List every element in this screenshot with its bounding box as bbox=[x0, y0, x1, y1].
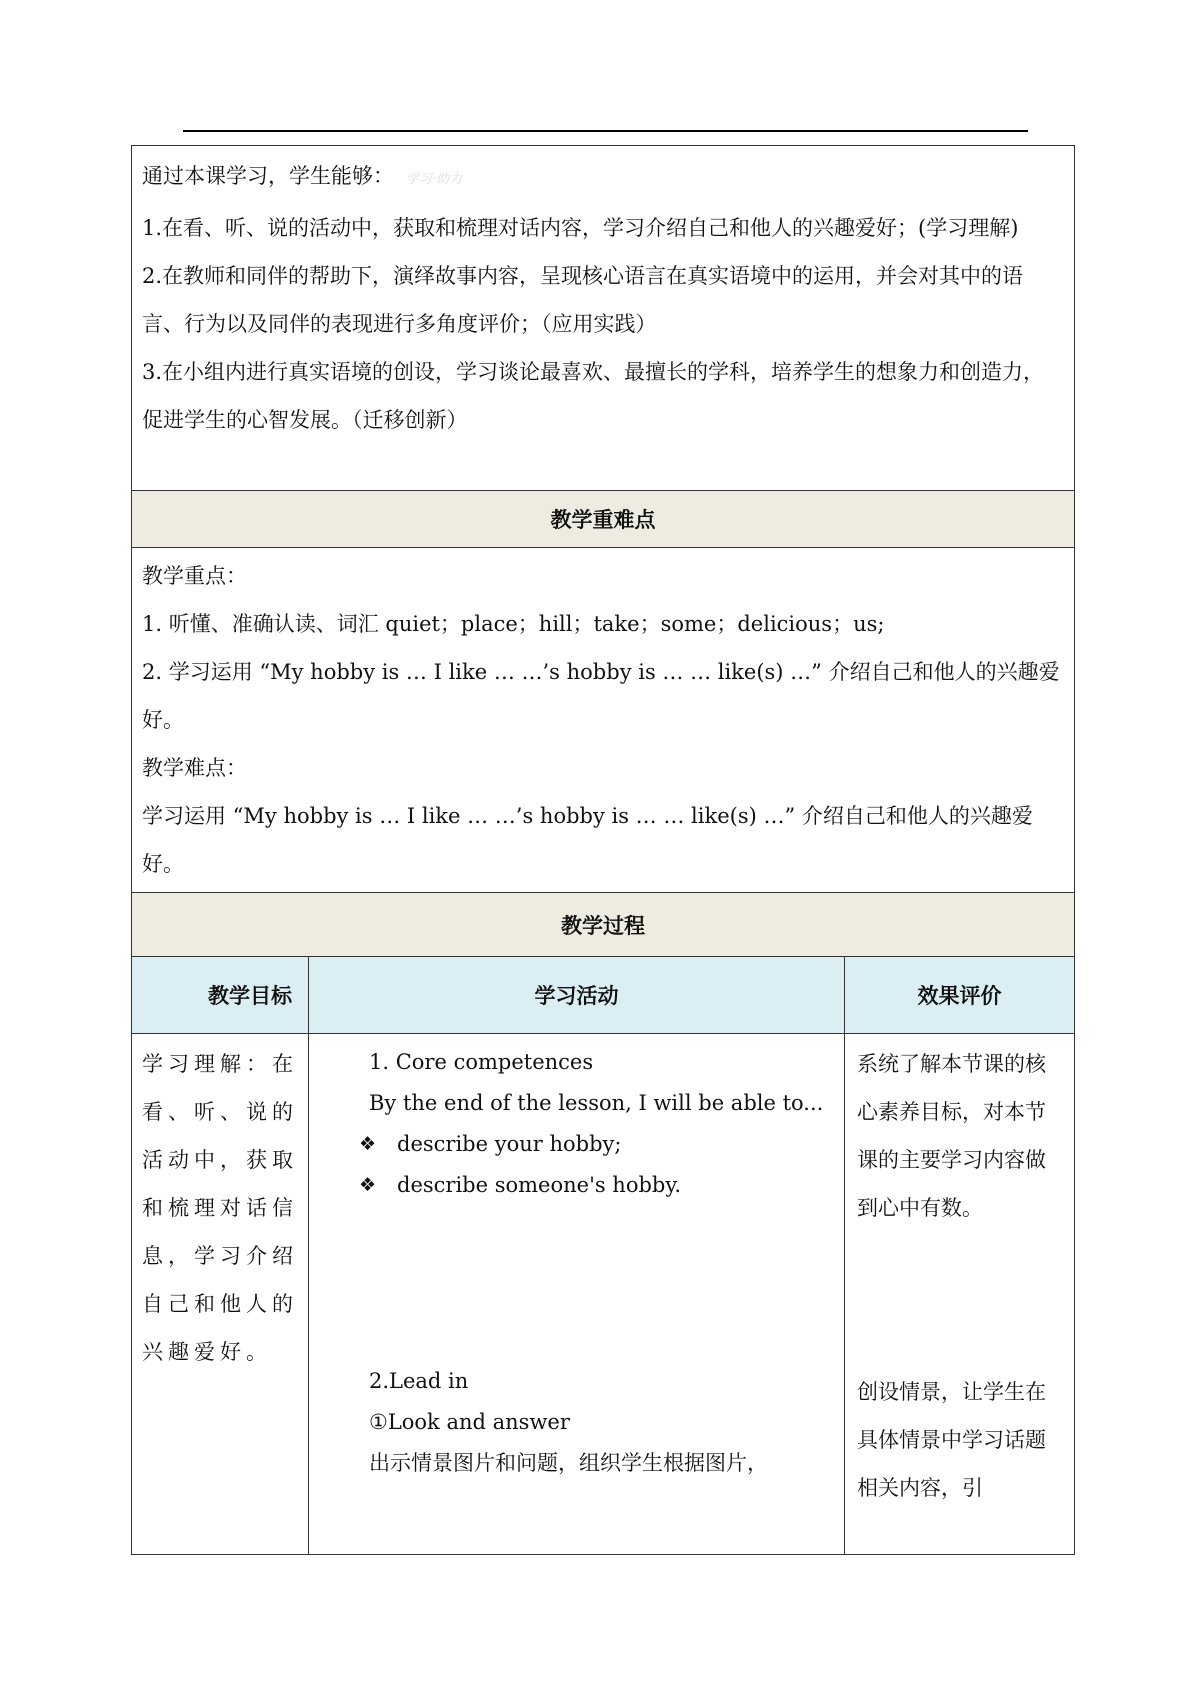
key-item-2: 2. 学习运用 “My hobby is … I like … …’s hobby is … … like(s) …” 介绍自己和他人的兴趣爱好。 bbox=[142, 660, 1060, 732]
objective-item-1: 1.在看、听、说的活动中，获取和梳理对话内容，学习介绍自己和他人的兴趣爱好；(学习理解) bbox=[142, 216, 1019, 240]
difficult-label: 教学难点： bbox=[142, 756, 247, 780]
goal-cell bbox=[132, 1034, 309, 1555]
section2-desc: 出示情景图片和问题，组织学生根据图片， bbox=[369, 1451, 768, 1475]
bullet-text: describe your hobby; bbox=[397, 1132, 622, 1156]
bullet-text: describe someone's hobby. bbox=[397, 1173, 682, 1197]
evaluation-cell bbox=[845, 1034, 1075, 1555]
objective-item-3: 3.在小组内进行真实语境的创设，学习谈论最喜欢、最擅长的学科，培养学生的想象力和创造力，促进学生的心智发展。（迁移创新） bbox=[142, 360, 1045, 432]
difficult-item-1: 学习运用 “My hobby is … I like … …’s hobby is … … like(s) …” 介绍自己和他人的兴趣爱好。 bbox=[142, 804, 1033, 876]
section1-title: 1. Core competences bbox=[369, 1050, 594, 1074]
diamond-bullet-icon: ❖ bbox=[359, 1174, 377, 1196]
process-heading: 教学过程 bbox=[132, 893, 1075, 957]
column-header-goal: 教学目标 bbox=[132, 957, 309, 1034]
section2-sub: ①Look and answer bbox=[369, 1410, 570, 1434]
bullet-item bbox=[359, 1124, 834, 1165]
bullet-item bbox=[359, 1165, 834, 1206]
section2-title: 2.Lead in bbox=[369, 1369, 469, 1393]
section1-intro: By the end of the lesson, I will be able to... bbox=[369, 1091, 824, 1115]
column-header-evaluation: 效果评价 bbox=[845, 957, 1075, 1034]
evaluation-item-2: 创设情景，让学生在具体情景中学习话题相关内容，引 bbox=[857, 1380, 1046, 1500]
lesson-plan-table bbox=[131, 145, 1075, 1555]
goal-text: 学习理解：在看、听、说的活动中，获取和梳理对话信息，学习介绍自己和他人的兴趣爱好。 bbox=[142, 1052, 298, 1364]
activity-cell bbox=[309, 1034, 845, 1555]
watermark-text: 学习·助力 bbox=[406, 172, 463, 187]
header-rule bbox=[183, 130, 1028, 132]
key-points-heading: 教学重难点 bbox=[132, 491, 1075, 548]
key-item-1: 1. 听懂、准确认读、词汇 quiet；place；hill；take；some；delicious；us; bbox=[142, 612, 885, 636]
diamond-bullet-icon: ❖ bbox=[359, 1133, 377, 1155]
evaluation-item-1: 系统了解本节课的核心素养目标，对本节课的主要学习内容做到心中有数。 bbox=[857, 1052, 1046, 1220]
objectives-cell bbox=[132, 146, 1075, 491]
objective-item-2: 2.在教师和同伴的帮助下，演绎故事内容，呈现核心语言在真实语境中的运用，并会对其中的语言、行为以及同伴的表现进行多角度评价；（应用实践） bbox=[142, 264, 1024, 336]
key-label: 教学重点： bbox=[142, 564, 247, 588]
objectives-intro: 通过本课学习，学生能够： 学习·助力 bbox=[142, 164, 463, 188]
column-header-activity: 学习活动 bbox=[309, 957, 845, 1034]
key-points-cell bbox=[132, 548, 1075, 893]
